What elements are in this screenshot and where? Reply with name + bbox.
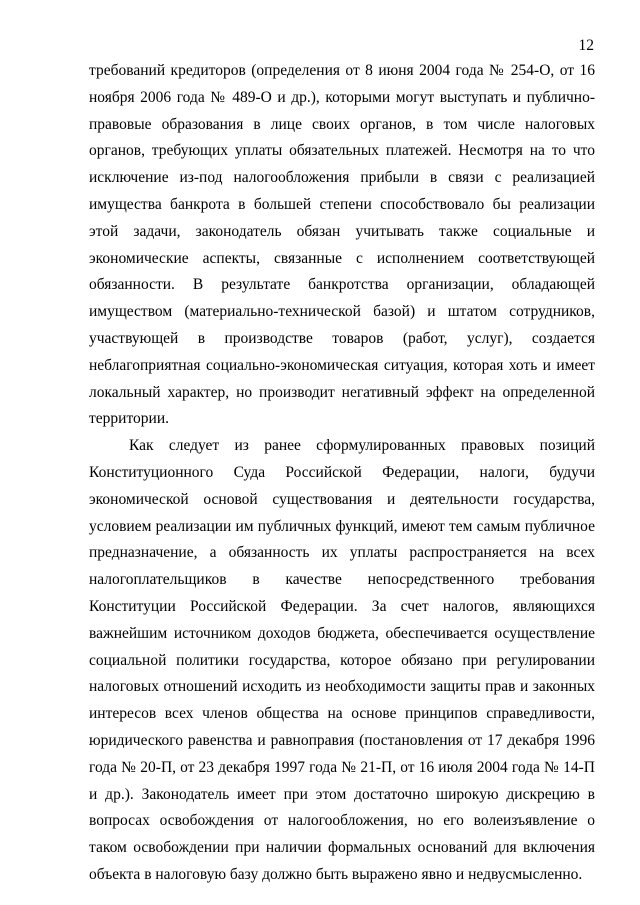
paragraph-continuation: требований кредиторов (определения от 8 июня 2004 года № 254-О, от 16 ноября 2006 года № 489-О и др.), которыми могут выступать и публично-правовые образования в лице своих органов, в том числе налоговых органов, требующих уплаты обязательных платежей. Несмотря на то что исключение из-под налогообложения прибыли в связи с реализацией имущества банкрота в большей степени способствовало бы реализации этой задачи, законодатель обязан учитывать также социальные и экономические аспекты, связанные с исполнением соответствующей обязанности. В результате банкротства организации, обладающей имуществом (материально-технической базой) и штатом сотрудников, участвующей в производстве товаров (работ, услуг), создается неблагоприятная социально-экономическая ситуация, которая хоть и имеет локальный характер, но производит негативный эффект на определенной территории.: [89, 62, 595, 428]
paragraph-tax-legal-positions: Как следует из ранее сформулированных правовых позиций Конституционного Суда Российской Федерации, налоги, будучи экономической основой существования и деятельности государства, условием реализации им публичных функций, имеют тем самым публичное предназначение, а обязанность их уплаты распространяется на всех налогоплательщиков в качестве непосредственного требования Конституции Российской Федерации. За счет налогов, являющихся важнейшим источником доходов бюджета, обеспечивается осуществление социальной политики государства, которое обязано при регулировании налоговых отношений исходить из необходимости защиты прав и законных интересов всех членов общества на основе принципов справедливости, юридического равенства и равноправия (постановления от 17 декабря 1996 года № 20-П, от 23 декабря 1997 года № 21-П, от 16 июля 2004 года № 14-П и др.). Законодатель имеет при этом достаточно широкую дискрецию в вопросах освобождения от налогообложения, но его волеизъявление о таком освобождении при наличии формальных оснований для включения объекта в налоговую базу должно быть выражено явно и недвусмысленно.: [89, 437, 595, 883]
page-number: 12: [578, 37, 594, 54]
document-body: [89, 58, 595, 889]
